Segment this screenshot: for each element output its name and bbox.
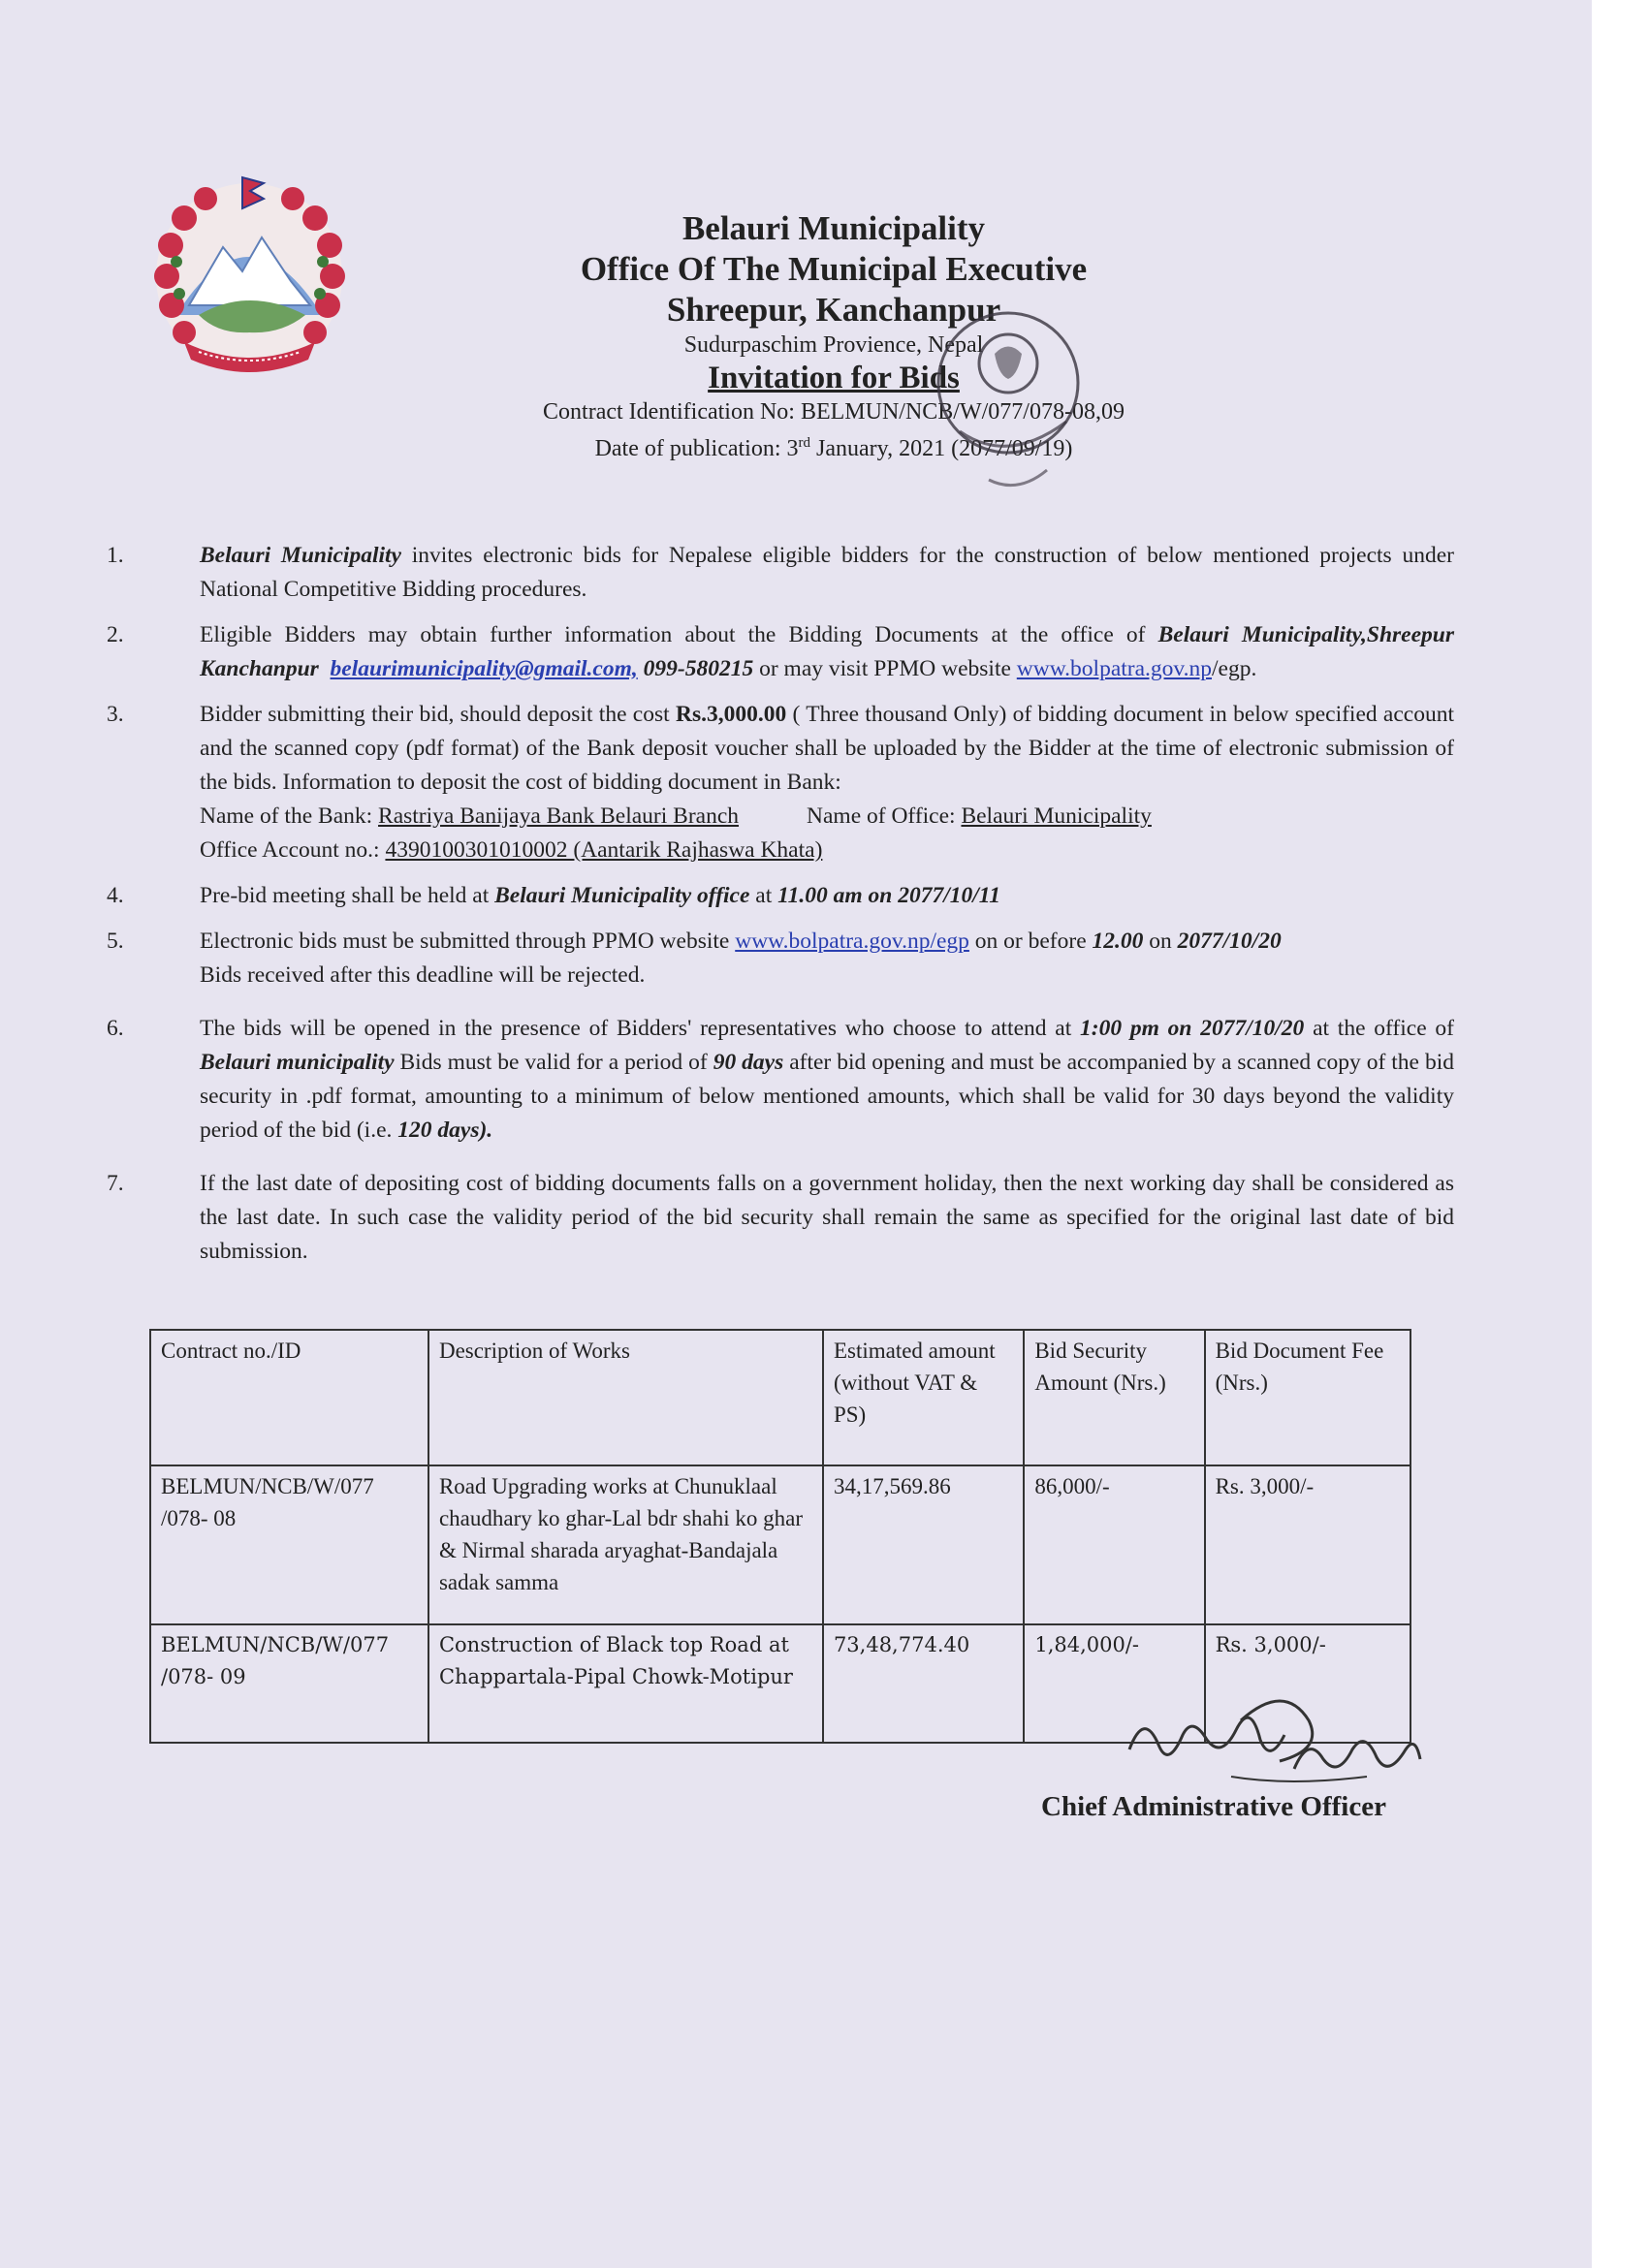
table-cell: Rs. 3,000/- xyxy=(1205,1465,1410,1624)
table-header: Bid Security Amount (Nrs.) xyxy=(1024,1330,1204,1465)
bid-conditions xyxy=(107,539,1454,1280)
office-name: Office Of The Municipal Executive xyxy=(580,250,1088,288)
signature-mark xyxy=(1115,1682,1425,1788)
table-cell: Road Upgrading works at Chunuklaal chaudhary ko ghar-Lal bdr shahi ko ghar & Nirmal sharada aryaghat-Bandajala sadak samma xyxy=(428,1465,823,1624)
table-cell: BELMUN/NCB/W/077 /078- 09 xyxy=(150,1624,428,1743)
signatory-title: Chief Administrative Officer xyxy=(1041,1791,1386,1822)
table-cell: Construction of Black top Road at Chappartala-Pipal Chowk-Motipur xyxy=(428,1624,823,1743)
list-item: 2. Eligible Bidders may obtain further information about the Bidding Documents at the office of Belauri Municipality,Shreepur Kanchanpur belaurimunicipality@gmail.com, 099-580215 or may visit PPMO website www.bolpatra.gov.np/egp. xyxy=(107,622,1454,681)
website-link[interactable]: www.bolpatra.gov.np/egp xyxy=(735,929,969,954)
list-item: 3. Bidder submitting their bid, should deposit the cost Rs.3,000.00 ( Three thousand Only) of bidding document in below specified account and the scanned copy (pdf format) of the Bank deposit voucher shall be uploaded by the Bidder at the time of electronic submission of the bids. Information to deposit the cost of bidding document in Bank: Name of the Bank: Rastriya Banijaya Bank Belauri Branch Name of Office: Belauri Municipality Office Account no.: 4390100301010002 (Aantarik Rajhaswa Khata) xyxy=(107,702,1455,863)
contract-id: Contract Identification No: BELMUN/NCB/W/077/078-08,09 xyxy=(543,399,1125,425)
list-item: 4. Pre-bid meeting shall be held at Belauri Municipality office at 11.00 am on 2077/10/11 xyxy=(107,883,1000,908)
email-link[interactable]: belaurimunicipality@gmail.com, xyxy=(330,656,638,681)
list-item: 6. The bids will be opened in the presence of Bidders' representatives who choose to attend at 1:00 pm on 2077/10/20 at the office of Belauri municipality Bids must be valid for a period of 90 days after bid opening and must be accompanied by a scanned copy of the bid security in .pdf format, amounting to a minimum of below mentioned amounts, which shall be valid for 30 days beyond the validity period of the bid (i.e. 120 days). xyxy=(107,1016,1454,1143)
page-edge xyxy=(1592,0,1648,2268)
table-header: Description of Works xyxy=(428,1330,823,1465)
list-item: 7. If the last date of depositing cost of bidding documents falls on a government holiday, then the next working day shall be considered as the last date. In such case the validity period of the bid security shall remain the same as specified for the original last date of bid submission. xyxy=(107,1171,1454,1264)
table-cell: BELMUN/NCB/W/077 /078- 08 xyxy=(150,1465,428,1624)
table-header: Contract no./ID xyxy=(150,1330,428,1465)
nepal-emblem-icon xyxy=(145,170,354,378)
list-item: 1. Belauri Municipality invites electronic bids for Nepalese eligible bidders for the construction of below mentioned projects under National Competitive Bidding procedures. xyxy=(107,543,1454,602)
letterhead xyxy=(397,208,1270,464)
table-row xyxy=(150,1465,1410,1624)
province-name: Sudurpaschim Provience, Nepal xyxy=(683,332,984,358)
table-header-row xyxy=(150,1330,1410,1465)
table-cell: 86,000/- xyxy=(1024,1465,1204,1624)
website-link[interactable]: www.bolpatra.gov.np xyxy=(1016,656,1213,681)
table-cell: 73,48,774.40 xyxy=(823,1624,1024,1743)
table-cell: Rs. 3,000/- xyxy=(1205,1624,1410,1743)
table-cell: 34,17,569.86 xyxy=(823,1465,1024,1624)
table-header: Estimated amount (without VAT & PS) xyxy=(823,1330,1024,1465)
org-name: Belauri Municipality xyxy=(681,209,986,247)
list-item: 5. Electronic bids must be submitted through PPMO website www.bolpatra.gov.np/egp on or before 12.00 on 2077/10/20 Bids received after this deadline will be rejected. xyxy=(107,929,1282,988)
place-name: Shreepur, Kanchanpur xyxy=(666,291,1001,329)
table-cell: 1,84,000/- xyxy=(1024,1624,1204,1743)
office-stamp-icon xyxy=(931,296,1086,519)
page-title: Invitation for Bids xyxy=(708,361,960,395)
table-header: Bid Document Fee (Nrs.) xyxy=(1205,1330,1410,1465)
publication-date: Date of publication: 3rd January, 2021 (2077/09/19) xyxy=(594,435,1073,461)
